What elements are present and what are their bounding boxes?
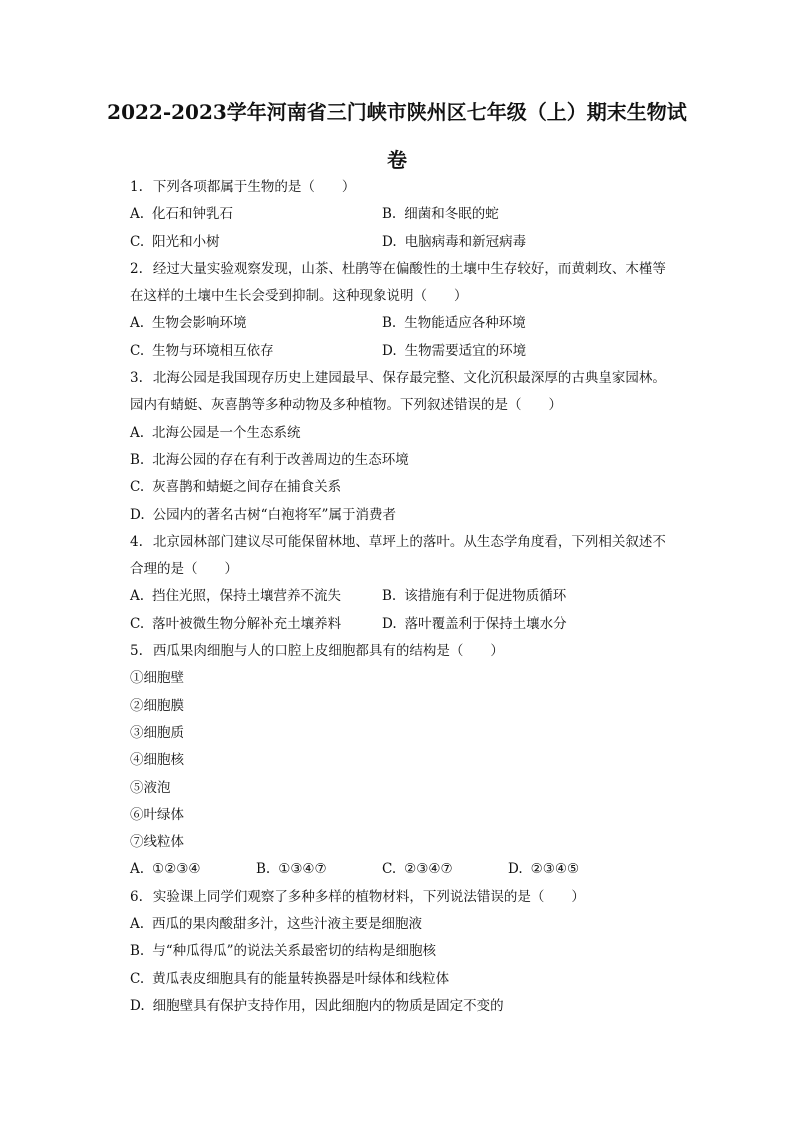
option-text: 该措施有利于促进物质循环 xyxy=(404,588,567,605)
exam-title-line1: 2022-2023学年河南省三门峡市陕州区七年级（上）期末生物试 xyxy=(107,100,687,124)
option-key: B. xyxy=(256,861,271,878)
option-c xyxy=(130,966,704,993)
structure-item: ④细胞核 xyxy=(130,752,184,769)
structure-item: ①细胞壁 xyxy=(130,670,184,687)
question-text: 西瓜果肉细胞与人的口腔上皮细胞都具有的结构是（ ） xyxy=(152,643,504,660)
question-number: 1. xyxy=(130,179,143,195)
option-text: ①②③④ xyxy=(152,861,201,878)
question-number: 2. xyxy=(130,260,143,277)
option-text: 落叶覆盖利于保持土壤水分 xyxy=(404,615,567,632)
question-3-stem-line2: 园内有蜻蜓、灰喜鹊等多种动物及多种植物。下列叙述错误的是（ ） xyxy=(130,397,562,414)
option-b xyxy=(130,447,704,474)
option-key: D. xyxy=(130,506,145,523)
question-number: 5. xyxy=(130,643,143,660)
option-text: 公园内的著名古树“白袍将军”属于消费者 xyxy=(152,506,396,523)
option-text: 灰喜鹊和蜻蜓之间存在捕食关系 xyxy=(152,479,342,496)
option-b xyxy=(382,310,634,337)
question-6-stem xyxy=(130,884,704,911)
option-key: D. xyxy=(130,997,145,1014)
option-key: D. xyxy=(382,342,397,359)
option-a xyxy=(130,911,704,938)
question-list xyxy=(130,174,704,1020)
question-2-options-row1 xyxy=(130,310,704,337)
option-key: B. xyxy=(130,943,145,960)
question-5-stem xyxy=(130,638,704,665)
question-4-stem-line2: 合理的是（ ） xyxy=(130,561,238,578)
option-b xyxy=(382,583,634,610)
question-4-options-row1 xyxy=(130,583,704,610)
option-d xyxy=(508,856,634,883)
option-text: 生物能适应各种环境 xyxy=(404,315,526,332)
question-text: 下列各项都属于生物的是（ ） xyxy=(152,179,356,195)
structure-item: ⑦线粒体 xyxy=(130,834,184,851)
option-text: 阳光和小树 xyxy=(152,233,220,250)
option-d xyxy=(382,611,634,638)
option-text: 生物会影响环境 xyxy=(152,315,247,332)
option-text: 电脑病毒和新冠病毒 xyxy=(404,233,527,250)
structure-item: ②细胞膜 xyxy=(130,697,184,714)
option-a xyxy=(130,856,256,883)
question-4-stem-line1 xyxy=(130,529,704,556)
option-b xyxy=(130,938,704,965)
option-text: 生物与环境相互依存 xyxy=(152,342,274,359)
option-key: B. xyxy=(130,451,145,468)
option-key: C. xyxy=(130,342,145,359)
question-1-options-row1 xyxy=(130,201,704,228)
question-2-options-row2 xyxy=(130,338,704,365)
question-text: 北京园林部门建议尽可能保留林地、草坪上的落叶。从生态学角度看，下列相关叙述不 xyxy=(152,533,666,550)
option-text: 与“种瓜得瓜”的说法关系最密切的结构是细胞核 xyxy=(152,943,437,960)
option-a xyxy=(130,583,382,610)
question-text: 实验课上同学们观察了多种多样的植物材料，下列说法错误的是（ ） xyxy=(152,888,585,905)
option-b xyxy=(256,856,382,883)
question-1-stem xyxy=(130,174,704,201)
structure-item: ⑥叶绿体 xyxy=(130,806,184,823)
option-key: C. xyxy=(130,615,145,632)
option-d xyxy=(382,338,634,365)
option-key: A. xyxy=(130,861,145,878)
option-key: D. xyxy=(382,233,397,250)
option-text: 细胞壁具有保护支持作用，因此细胞内的物质是固定不变的 xyxy=(152,997,504,1014)
option-a xyxy=(130,420,704,447)
option-text: 生物需要适宜的环境 xyxy=(404,342,527,359)
question-2-stem-line1 xyxy=(130,256,704,283)
question-text: 北海公园是我国现存历史上建园最早、保存最完整、文化沉积最深厚的古典皇家园林。 xyxy=(152,370,666,387)
exam-title-line2: 卷 xyxy=(387,148,407,172)
option-key: C. xyxy=(382,861,397,878)
question-number: 6. xyxy=(130,888,143,905)
option-text: 细菌和冬眠的蛇 xyxy=(404,206,499,223)
option-key: C. xyxy=(130,970,145,987)
option-a xyxy=(130,310,382,337)
option-key: A. xyxy=(130,916,145,933)
option-key: B. xyxy=(382,588,397,605)
option-key: D. xyxy=(382,615,397,632)
option-key: A. xyxy=(130,424,145,441)
option-key: A. xyxy=(130,588,145,605)
option-key: A. xyxy=(130,206,145,223)
structure-item: ③细胞质 xyxy=(130,724,184,741)
option-text: ②③④⑤ xyxy=(530,861,580,878)
option-text: 化石和钟乳石 xyxy=(152,206,234,223)
option-text: ②③④⑦ xyxy=(404,861,453,878)
option-c xyxy=(130,611,382,638)
structure-item: ⑤液泡 xyxy=(130,779,171,796)
option-key: B. xyxy=(382,315,397,332)
option-text: 落叶被微生物分解补充土壤养料 xyxy=(152,615,342,632)
option-d xyxy=(130,993,704,1020)
question-number: 3. xyxy=(130,370,143,387)
option-text: 北海公园是一个生态系统 xyxy=(152,424,301,441)
option-key: B. xyxy=(382,206,397,223)
option-key: C. xyxy=(130,233,145,250)
question-1-options-row2 xyxy=(130,229,704,256)
option-c xyxy=(130,474,704,501)
option-c xyxy=(130,229,382,256)
option-text: 北海公园的存在有利于改善周边的生态环境 xyxy=(152,451,409,468)
exam-title xyxy=(90,88,704,184)
option-c xyxy=(382,856,508,883)
option-key: D. xyxy=(508,861,523,878)
question-2-stem-line2: 在这样的土壤中生长会受到抑制。这种现象说明（ ） xyxy=(130,288,468,305)
question-text: 经过大量实验观察发现，山茶、杜鹃等在偏酸性的土壤中生存较好，而黄刺玫、木槿等 xyxy=(152,260,666,277)
option-text: ①③④⑦ xyxy=(278,861,327,878)
question-5-options-row xyxy=(130,856,704,883)
option-c xyxy=(130,338,382,365)
option-d xyxy=(130,502,704,529)
option-key: A. xyxy=(130,315,145,332)
question-3-stem-line1 xyxy=(130,365,704,392)
option-a xyxy=(130,201,382,228)
option-d xyxy=(382,229,634,256)
option-text: 挡住光照，保持土壤营养不流失 xyxy=(152,588,342,605)
option-b xyxy=(382,201,634,228)
option-text: 黄瓜表皮细胞具有的能量转换器是叶绿体和线粒体 xyxy=(152,970,450,987)
option-key: C. xyxy=(130,479,145,496)
question-4-options-row2 xyxy=(130,611,704,638)
question-number: 4. xyxy=(130,533,143,550)
option-text: 西瓜的果肉酸甜多汁，这些汁液主要是细胞液 xyxy=(152,916,423,933)
